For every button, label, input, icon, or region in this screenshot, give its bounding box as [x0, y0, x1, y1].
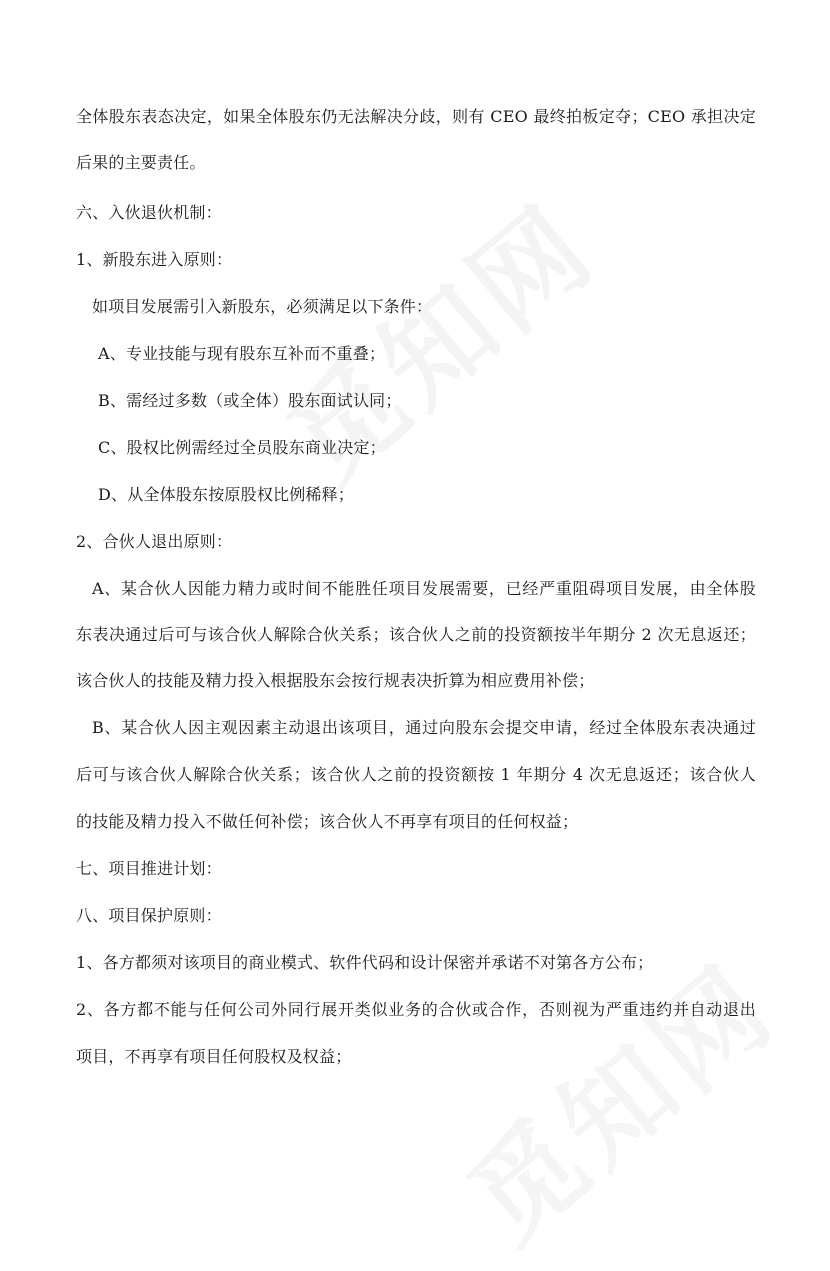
paragraph-line: 项目，不再享有项目任何股权及权益；	[76, 1047, 352, 1066]
paragraph-line: 东表决通过后可与该合伙人解除合伙关系；该合伙人之前的投资额按半年期分 2 次无息返还；	[76, 625, 756, 644]
paragraph-line: 如项目发展需引入新股东，必须满足以下条件：	[92, 297, 433, 316]
list-item: A、专业技能与现有股东互补而不重叠；	[98, 344, 386, 363]
paragraph-line: 后可与该合伙人解除合伙关系；该合伙人之前的投资额按 1 年期分 4 次无息返还；该合伙人	[76, 765, 756, 784]
section-heading: 七、项目推进计划：	[76, 859, 222, 878]
paragraph-line: 的技能及精力投入不做任何补偿；该合伙人不再享有项目的任何权益；	[76, 812, 579, 831]
section-heading: 六、入伙退伙机制：	[76, 203, 222, 222]
subsection-heading: 1、新股东进入原则：	[76, 250, 233, 269]
section-heading: 八、项目保护原则：	[76, 906, 222, 925]
paragraph-line: 后果的主要责任。	[76, 153, 206, 172]
list-item: B、需经过多数（或全体）股东面试认同；	[98, 391, 402, 410]
paragraph-line: 该合伙人的技能及精力投入根据股东会按行规表决折算为相应费用补偿；	[76, 671, 595, 690]
list-item: C、股权比例需经过全员股东商业决定；	[98, 438, 386, 457]
watermark	[430, 922, 803, 1271]
list-item: 1、各方都须对该项目的商业模式、软件代码和设计保密并承诺不对第各方公布；	[76, 953, 654, 972]
paragraph-line: A、某合伙人因能力精力或时间不能胜任项目发展需要，已经严重阻碍项目发展，由全体股	[92, 579, 756, 598]
list-item: D、从全体股东按原股权比例稀释；	[98, 485, 355, 504]
list-item: 2、各方都不能与任何公司外同行展开类似业务的合伙或合作，否则视为严重违约并自动退出	[76, 1000, 756, 1019]
subsection-heading: 2、合伙人退出原则：	[76, 532, 233, 551]
paragraph-line: 全体股东表态决定，如果全体股东仍无法解决分歧，则有 CEO 最终拍板定夺；CEO 承担决定	[76, 107, 756, 126]
paragraph-line: B、某合伙人因主观因素主动退出该项目，通过向股东会提交申请，经过全体股东表决通过	[92, 718, 756, 737]
